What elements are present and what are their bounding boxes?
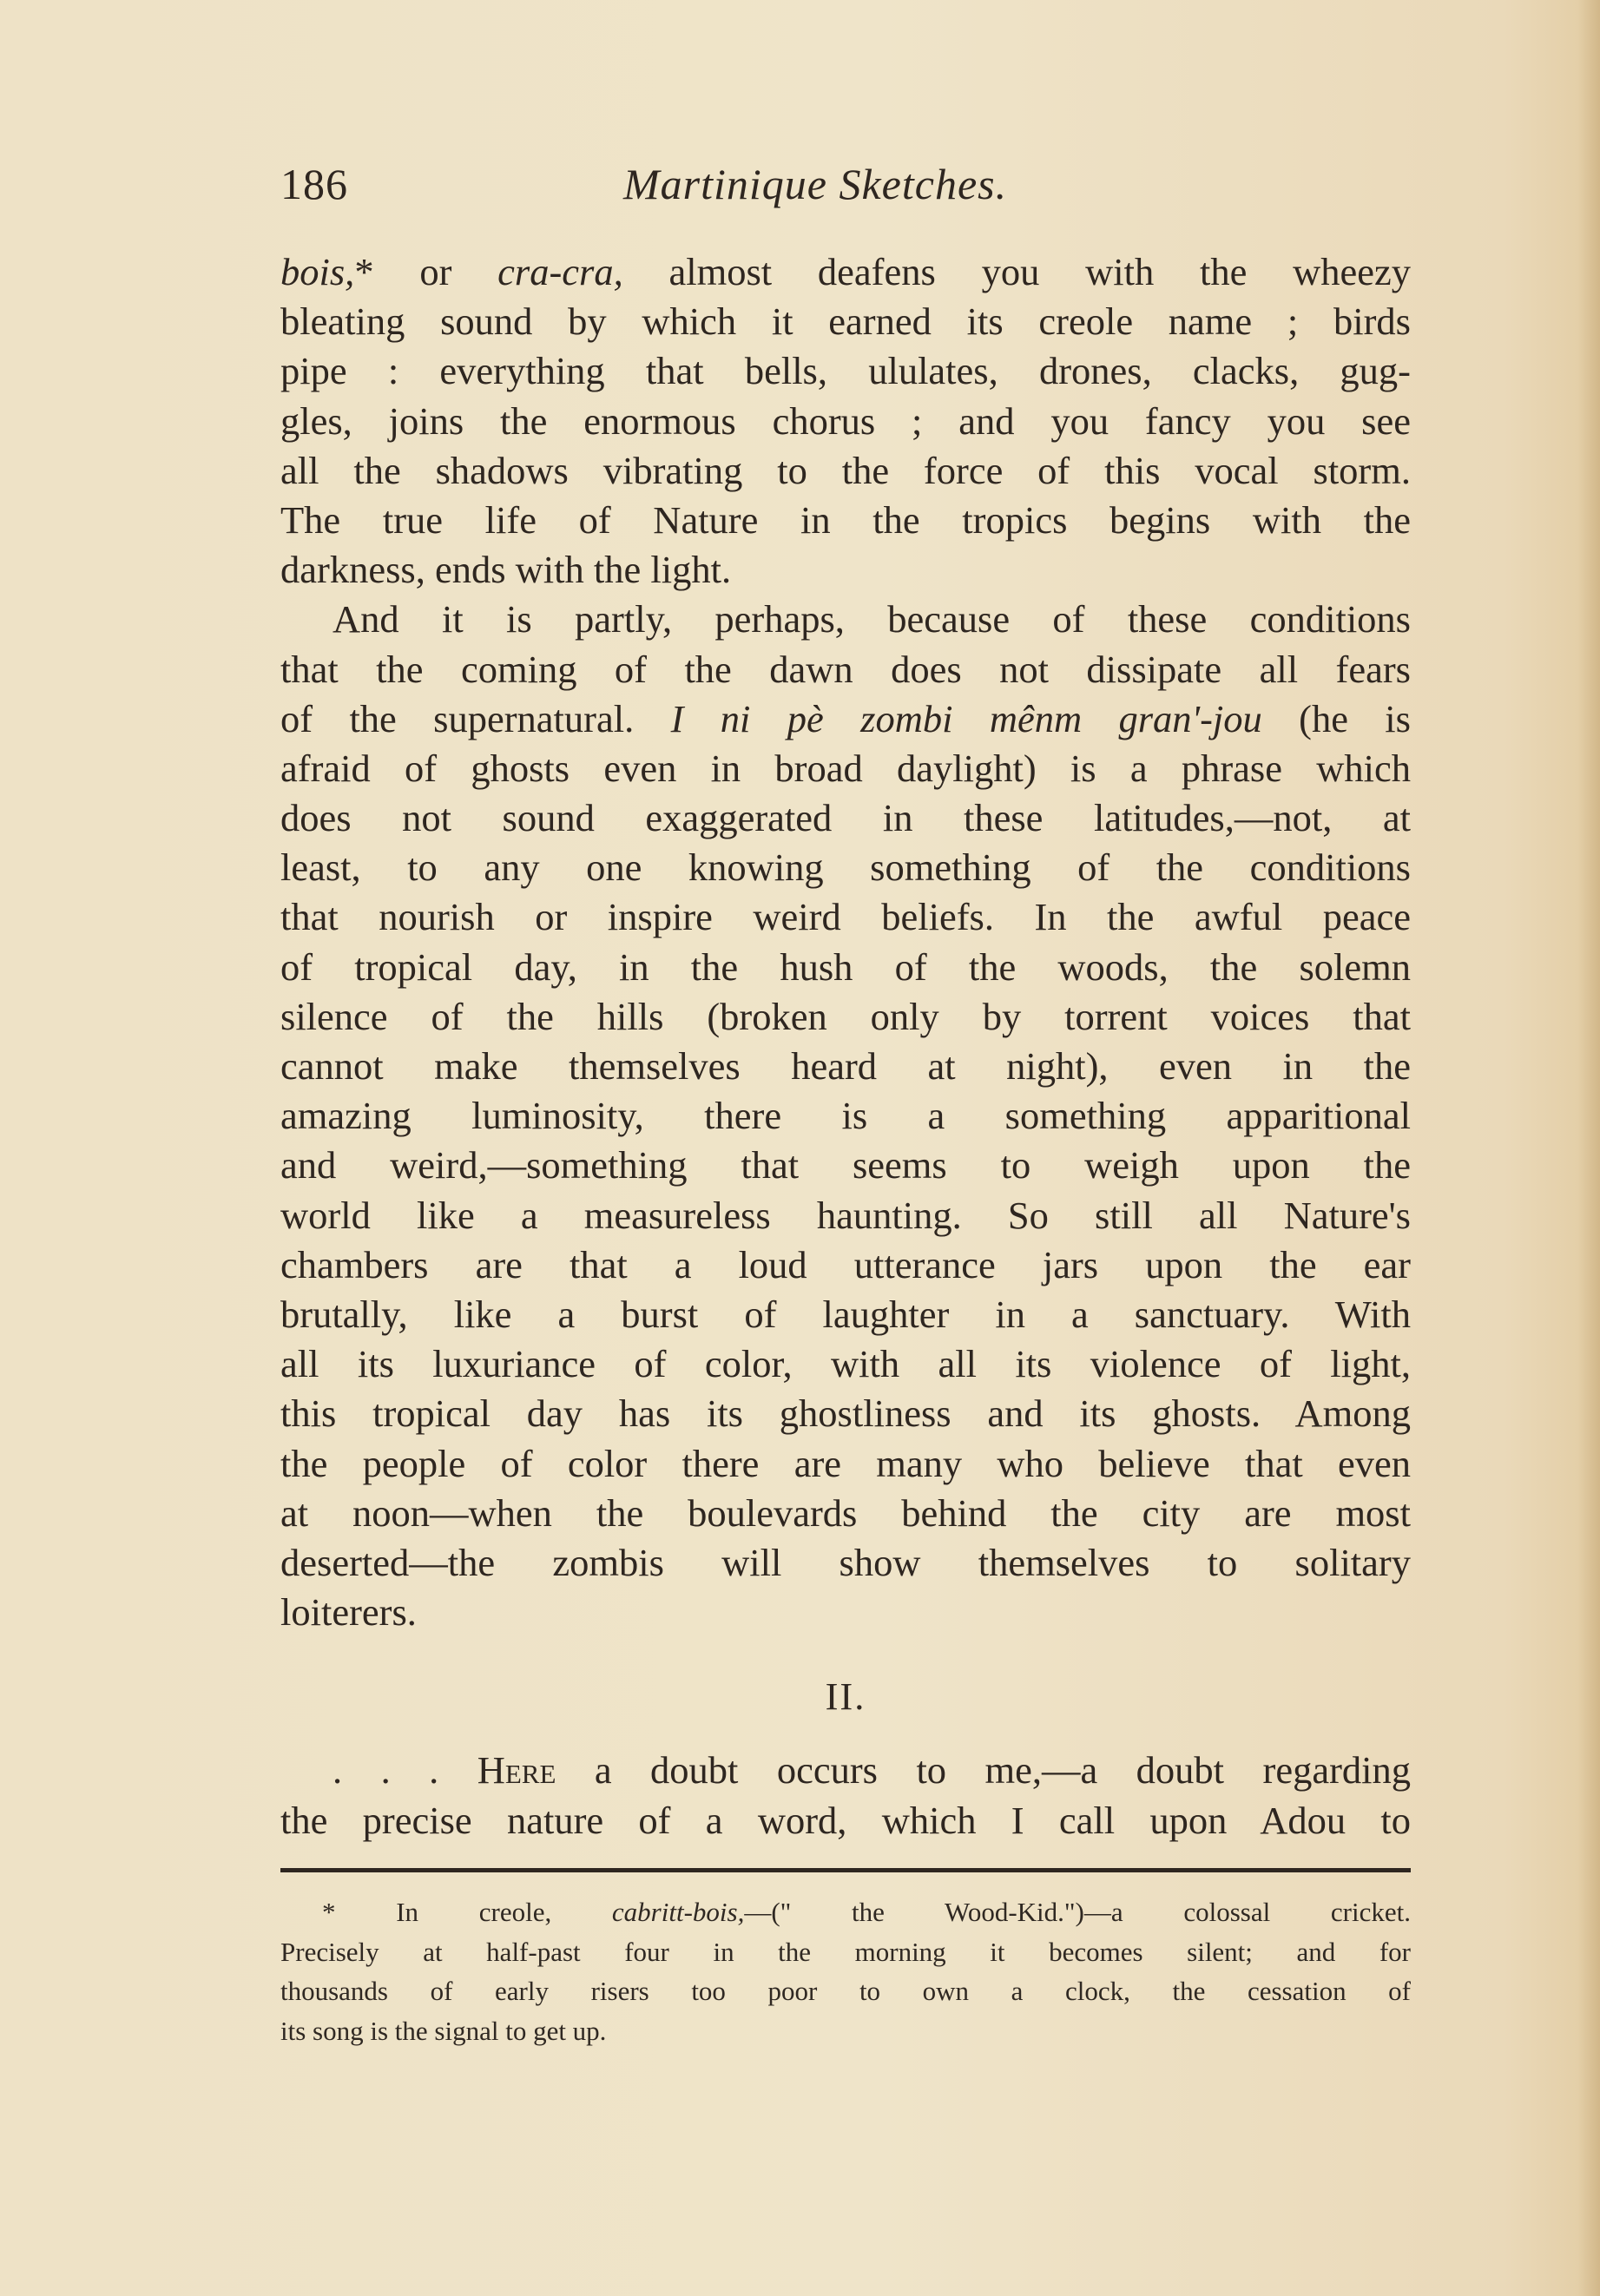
footnote-line xyxy=(280,1892,1411,1932)
body-text xyxy=(280,247,1411,1845)
text-line: gles, joins the enormous chorus ; and you fancy you see xyxy=(280,398,1411,443)
text-fragment: a doubt occurs to me,—a doubt regarding xyxy=(556,1748,1411,1793)
text-line xyxy=(280,247,1411,297)
text-line: brutally, like a burst of laughter in a sanctuary. With xyxy=(280,1292,1411,1336)
paragraph-first-line xyxy=(280,1746,1411,1795)
italic-creole-phrase: I ni pè zombi mênm gran'-jou xyxy=(670,696,1262,740)
text-line: deserted—the zombis will show themselves to solitary xyxy=(280,1540,1411,1584)
text-line: the precise nature of a word, which I call upon Adou to xyxy=(280,1798,1411,1842)
text-fragment: —(" the Wood-Kid.")—a colossal cricket. xyxy=(744,1897,1411,1927)
text-line: the people of color there are many who believe that even xyxy=(280,1441,1411,1485)
text-line: this tropical day has its ghostliness and its ghosts. Among xyxy=(280,1391,1411,1436)
text-line: of tropical day, in the hush of the woods, the solemn xyxy=(280,944,1411,989)
text-fragment: * In creole, xyxy=(322,1897,612,1927)
text-line: all the shadows vibrating to the force of this vocal storm. xyxy=(280,448,1411,492)
text-line: afraid of ghosts even in broad daylight) is a phrase which xyxy=(280,746,1411,790)
running-head xyxy=(280,154,1411,214)
text-line: darkness, ends with the light. xyxy=(280,548,732,592)
footnote-marker: * xyxy=(354,250,374,293)
footnote-line: its song is the signal to get up. xyxy=(280,2015,607,2046)
footnote-line: Precisely at half-past four in the morning it becomes silent; and for xyxy=(280,1936,1411,1967)
text-line: that nourish or inspire weird beliefs. In the awful peace xyxy=(280,895,1411,939)
text-line: does not sound exaggerated in these latitudes,—not, at xyxy=(280,796,1411,840)
text-fragment: or xyxy=(373,250,498,293)
text-line: amazing luminosity, there is a something apparitional xyxy=(280,1094,1411,1138)
section-heading: II. xyxy=(825,1674,866,1719)
small-caps-word: Here xyxy=(477,1748,556,1793)
footnote-rule xyxy=(280,1868,1411,1872)
page-number: 186 xyxy=(280,160,348,208)
text-line: least, to any one knowing something of the conditions xyxy=(280,845,1411,890)
text-line: loiterers. xyxy=(280,1590,417,1635)
text-line: cannot make themselves heard at night), even in the xyxy=(280,1044,1411,1088)
text-line: and weird,—something that seems to weigh upon the xyxy=(280,1143,1411,1187)
running-title: Martinique Sketches. xyxy=(623,160,1008,208)
paragraph-first-line: And it is partly, perhaps, because of these conditions xyxy=(333,597,1411,641)
text-line: pipe : everything that bells, ululates, drones, clacks, gug- xyxy=(280,349,1411,393)
text-line xyxy=(280,694,1411,744)
text-line: world like a measureless haunting. So still all Nature's xyxy=(280,1193,1411,1237)
text-line: all its luxuriance of color, with all its violence of light, xyxy=(280,1342,1411,1386)
text-line: The true life of Nature in the tropics begins with the xyxy=(280,497,1411,542)
italic-term-bois: bois, xyxy=(280,250,355,293)
text-fragment: almost deafens you with the wheezy xyxy=(622,250,1411,293)
text-line: silence of the hills (broken only by torrent voices that xyxy=(280,994,1411,1038)
text-fragment: of the supernatural. xyxy=(280,696,671,740)
footnote-line: thousands of early risers too poor to own a clock, the cessation of xyxy=(280,1976,1411,2006)
text-line: bleating sound by which it earned its creole name ; birds xyxy=(280,299,1411,344)
text-line: at noon—when the boulevards behind the city are most xyxy=(280,1490,1411,1535)
text-fragment: (he is xyxy=(1261,696,1411,740)
page-edge-shadow xyxy=(1577,0,1600,2296)
text-line: that the coming of the dawn does not dissipate all fears xyxy=(280,647,1411,691)
italic-term-cabritt-bois: cabritt-bois, xyxy=(611,1897,745,1927)
footnote xyxy=(280,1892,1411,2050)
text-line: chambers are that a loud utterance jars upon the ear xyxy=(280,1242,1411,1286)
ellipsis: . . . xyxy=(333,1748,477,1793)
italic-term-cra-cra: cra-cra, xyxy=(497,250,623,293)
